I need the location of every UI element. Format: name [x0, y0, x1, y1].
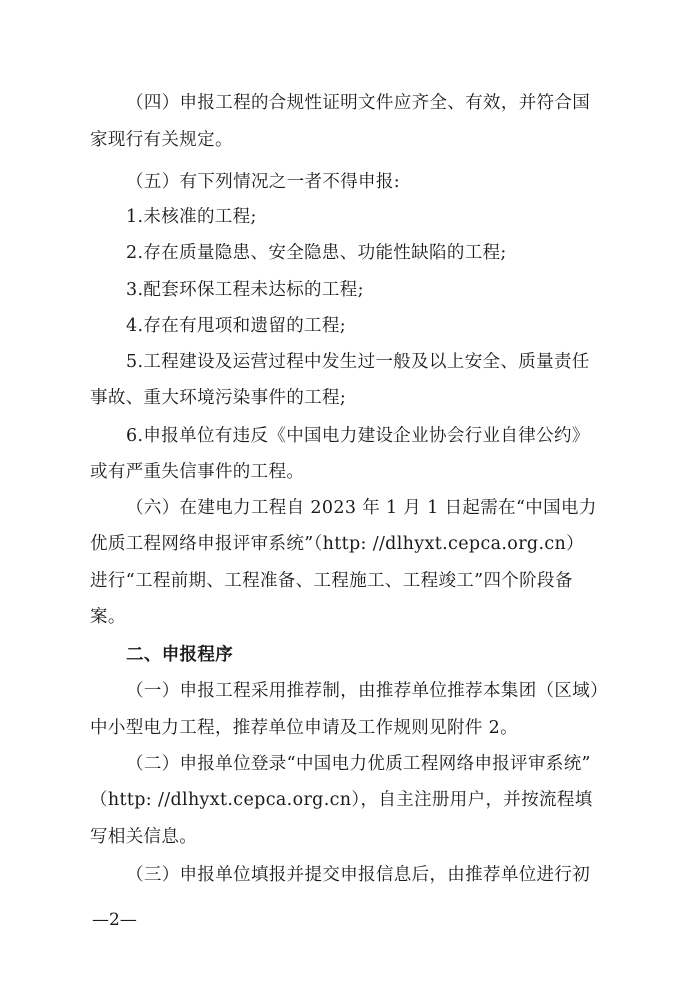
paragraph-line: 案。 — [90, 607, 126, 627]
paragraph-line: 进行“工程前期、工程准备、工程施工、工程竣工”四个阶段备 — [90, 571, 573, 591]
list-item: 3.配套环保工程未达标的工程; — [126, 280, 364, 300]
paragraph-line: 优质工程网络申报评审系统”（http: //dlhyxt.cepca.org.cn） — [90, 534, 585, 554]
paragraph-line: （四）申报工程的合规性证明文件应齐全、有效，并符合国 — [126, 93, 591, 113]
paragraph-line: （六）在建电力工程自 2023 年 1 月 1 日起需在“中国电力 — [126, 498, 597, 518]
paragraph-line: （二）申报单位登录“中国电力优质工程网络申报评审系统” — [126, 754, 591, 774]
paragraph-line: 或有严重失信事件的工程。 — [90, 462, 305, 482]
list-item: 4.存在有甩项和遗留的工程; — [126, 316, 346, 336]
list-item: 2.存在质量隐患、安全隐患、功能性缺陷的工程; — [126, 243, 507, 263]
paragraph-line: 写相关信息。 — [90, 827, 198, 847]
paragraph-line: （http: //dlhyxt.cepca.org.cn），自主注册用户，并按流程填 — [90, 790, 593, 810]
section-heading: 二、申报程序 — [126, 645, 234, 665]
paragraph-line: （三）申报单位填报并提交申报信息后，由推荐单位进行初 — [126, 865, 591, 885]
paragraph-line: （一）申报工程采用推荐制，由推荐单位推荐本集团（区域） — [126, 681, 608, 701]
page-number: —2— — [92, 910, 137, 930]
paragraph-line: 中小型电力工程，推荐单位申请及工作规则见附件 2。 — [90, 718, 518, 738]
list-item: 6.申报单位有违反《中国电力建设企业协会行业自律公约》 — [126, 426, 590, 446]
list-item: 5.工程建设及运营过程中发生过一般及以上安全、质量责任 — [126, 352, 590, 372]
list-item: 1.未核准的工程; — [126, 207, 257, 227]
paragraph-line: 家现行有关规定。 — [90, 130, 233, 150]
paragraph-line: 事故、重大环境污染事件的工程; — [90, 388, 347, 408]
paragraph-line: （五）有下列情况之一者不得申报: — [126, 172, 400, 192]
